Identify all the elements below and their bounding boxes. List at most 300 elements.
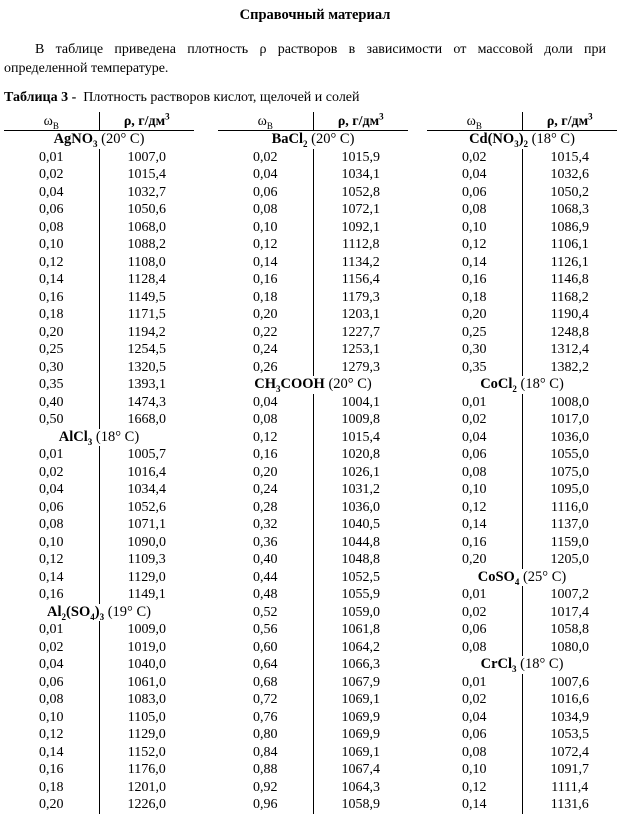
density-cell: 1227,7: [313, 324, 408, 342]
density-cell: 1048,8: [313, 551, 408, 569]
mass-fraction-cell: 0,10: [39, 237, 64, 252]
table-row: [427, 446, 617, 464]
mass-fraction-cell: 0,68: [253, 674, 278, 690]
density-cell: 1156,4: [313, 271, 408, 289]
table-row: [427, 674, 617, 692]
mass-fraction-cell: 0,30: [39, 359, 64, 375]
table-row: [4, 569, 194, 587]
mass-fraction-cell: 0,04: [253, 394, 278, 410]
mass-fraction-cell: 0,24: [253, 342, 278, 357]
table-row: [427, 166, 617, 184]
mass-fraction-cell: 0,06: [462, 622, 487, 637]
section-heading: [4, 131, 194, 149]
table-row: [218, 341, 408, 359]
density-cell: 1129,0: [99, 726, 194, 744]
table-row: [4, 184, 194, 202]
mass-fraction-cell: 0,08: [462, 202, 487, 217]
substance-temperature: (20° C): [328, 376, 372, 392]
section-heading: [218, 131, 408, 149]
formula-subscript: 3: [99, 611, 105, 622]
mass-fraction-cell: 0,76: [253, 709, 278, 725]
table-row: [427, 464, 617, 482]
density-cell: 1036,0: [313, 499, 408, 517]
header-density: ρ, $г/дм^3$: [99, 112, 194, 131]
substance-temperature: (19° C): [107, 603, 151, 620]
table-row: [4, 586, 194, 604]
table-row: [218, 551, 408, 569]
density-cell: 1015,4: [522, 149, 617, 167]
density-table-column-3: [427, 112, 617, 814]
table-row: [218, 691, 408, 709]
mass-fraction-cell: 0,02: [39, 167, 64, 182]
mass-fraction-cell: 0,08: [39, 692, 64, 707]
mass-fraction-cell: 0,12: [462, 779, 487, 795]
density-cell: 1086,9: [522, 219, 617, 237]
mass-fraction-cell: 0,16: [39, 289, 64, 305]
table-row: [427, 639, 617, 657]
mass-fraction-cell: 0,14: [462, 797, 487, 812]
density-cell: 1279,3: [313, 359, 408, 377]
table-row: [4, 709, 194, 727]
table-row: [427, 306, 617, 324]
substance-formula: BaCl$_2$: [271, 131, 308, 149]
table-row: [218, 166, 408, 184]
table-row: [4, 306, 194, 324]
formula-subscript: 3: [512, 663, 517, 674]
mass-fraction-cell: 0,24: [253, 482, 278, 497]
table-row: [4, 394, 194, 412]
table-row: [4, 796, 194, 814]
table-row: [218, 656, 408, 674]
table-row: [4, 219, 194, 237]
mass-fraction-cell: 0,08: [39, 517, 64, 532]
table-row: [218, 534, 408, 552]
table-row: [427, 709, 617, 727]
substance-heading: [427, 376, 617, 394]
mass-fraction-cell: 0,48: [253, 587, 278, 602]
mass-fraction-cell: 0,08: [39, 219, 64, 235]
table-row: [4, 254, 194, 272]
intro-paragraph: В таблице приведена плотность ρ растворов в зависимости от массовой доли при определенной температуре.: [4, 42, 606, 76]
mass-fraction-cell: 0,36: [253, 534, 278, 550]
density-cell: 1112,8: [313, 236, 408, 254]
density-cell: 1036,0: [522, 429, 617, 447]
section-heading: [427, 569, 617, 587]
mass-fraction-cell: 0,64: [253, 657, 278, 672]
mass-fraction-cell: 0,18: [253, 289, 278, 305]
table-row: [4, 201, 194, 219]
mass-fraction-cell: 0,40: [253, 552, 278, 567]
table-row: [4, 236, 194, 254]
density-cell: 1080,0: [522, 639, 617, 657]
density-cell: 1017,4: [522, 604, 617, 622]
density-cell: 1312,4: [522, 341, 617, 359]
substance-heading: [427, 569, 617, 587]
mass-fraction-cell: 0,02: [462, 412, 487, 427]
mass-fraction-cell: 0,06: [39, 674, 64, 690]
table-row: [4, 341, 194, 359]
density-cell: 1075,0: [522, 464, 617, 482]
mass-fraction-cell: 0,04: [39, 657, 64, 672]
substance-temperature: (20° C): [311, 131, 355, 147]
mass-fraction-cell: 0,92: [253, 779, 278, 795]
table-row: [218, 744, 408, 762]
mass-fraction-cell: 0,02: [253, 149, 278, 165]
density-cell: 1105,0: [99, 709, 194, 727]
table-row: [4, 551, 194, 569]
table-header: [427, 112, 617, 131]
density-cell: 1055,9: [313, 586, 408, 604]
formula-subscript: 2: [303, 138, 308, 149]
density-cell: 1091,7: [522, 761, 617, 779]
mass-fraction-cell: 0,32: [253, 517, 278, 532]
substance-temperature: (18° C): [520, 656, 564, 672]
density-cell: 1019,0: [99, 639, 194, 657]
formula-subscript: 3: [93, 138, 98, 149]
mass-fraction-cell: 0,02: [462, 692, 487, 707]
table-row: [218, 586, 408, 604]
table-row: [427, 534, 617, 552]
formula-subscript: 3: [276, 383, 281, 394]
substance-formula: CoSO$_4$: [477, 568, 520, 587]
density-cell: 1015,9: [313, 149, 408, 167]
table-row: [218, 796, 408, 814]
mass-fraction-cell: 0,06: [462, 184, 487, 200]
mass-fraction-cell: 0,10: [39, 534, 64, 550]
table-row: [427, 744, 617, 762]
substance-formula: $Cd(NO_3)_2$: [469, 131, 529, 149]
table-row: [4, 656, 194, 674]
table-row: [427, 796, 617, 814]
density-cell: 1254,5: [99, 341, 194, 359]
table-row: [427, 481, 617, 499]
header-density-sup: 3: [165, 111, 170, 122]
mass-fraction-cell: 0,72: [253, 692, 278, 707]
density-table-column-1: [4, 112, 194, 814]
substance-heading: [4, 604, 194, 622]
table-row: [427, 149, 617, 167]
substance-formula: CoCl$_2$: [480, 376, 517, 394]
page-title: Справочный материал: [239, 7, 391, 23]
mass-fraction-cell: 0,08: [462, 744, 487, 760]
density-cell: 1026,1: [313, 464, 408, 482]
mass-fraction-cell: 0,10: [39, 709, 64, 725]
mass-fraction-cell: 0,16: [253, 447, 278, 462]
mass-fraction-cell: 0,50: [39, 412, 64, 427]
density-cell: 1226,0: [99, 796, 194, 814]
density-cell: 1071,1: [99, 516, 194, 534]
density-cell: 1032,6: [522, 166, 617, 184]
table-row: [4, 674, 194, 692]
mass-fraction-cell: 0,84: [253, 744, 278, 760]
density-cell: 1007,2: [522, 586, 617, 604]
table-row: [218, 184, 408, 202]
substance-heading: [218, 376, 408, 394]
density-cell: 1058,8: [522, 621, 617, 639]
density-cell: 1106,1: [522, 236, 617, 254]
table-row: [218, 709, 408, 727]
mass-fraction-cell: 0,18: [39, 779, 64, 795]
mass-fraction-cell: 0,96: [253, 797, 278, 812]
table-row: [218, 726, 408, 744]
formula-subscript: 2: [512, 383, 517, 394]
density-cell: 1168,2: [522, 289, 617, 307]
table-row: [4, 534, 194, 552]
substance-heading: [427, 131, 617, 149]
mass-fraction-cell: 0,20: [39, 324, 64, 340]
mass-fraction-cell: 0,01: [462, 674, 487, 690]
header-density: ρ, $г/дм^3$: [313, 112, 408, 131]
table-caption-label: Таблица 3 -: [4, 90, 77, 105]
mass-fraction-cell: 0,20: [253, 307, 278, 322]
density-cell: 1052,8: [313, 184, 408, 202]
density-cell: 1069,1: [313, 744, 408, 762]
density-cell: 1009,8: [313, 411, 408, 429]
density-cell: 1015,4: [99, 166, 194, 184]
table-row: [218, 569, 408, 587]
section-heading: [427, 376, 617, 394]
table-row: [218, 429, 408, 447]
table-row: [4, 726, 194, 744]
substance-heading: [427, 656, 617, 674]
mass-fraction-cell: 0,12: [39, 254, 64, 270]
mass-fraction-cell: 0,52: [253, 604, 278, 620]
table-row: [427, 236, 617, 254]
density-cell: 1248,8: [522, 324, 617, 342]
density-cell: 1007,6: [522, 674, 617, 692]
formula-subscript: 4: [90, 611, 95, 622]
mass-fraction-cell: 0,01: [39, 622, 64, 637]
table-row: [427, 691, 617, 709]
table-row: [218, 604, 408, 622]
formula-subscript: 4: [514, 576, 520, 587]
density-cell: 1052,5: [313, 569, 408, 587]
density-table-column-2: [218, 112, 408, 814]
substance-formula: $CH_3COOH$: [254, 376, 325, 394]
density-cell: 1061,8: [313, 621, 408, 639]
density-cell: 1111,4: [522, 779, 617, 797]
density-cell: 1203,1: [313, 306, 408, 324]
density-cell: 1253,1: [313, 341, 408, 359]
header-row: [4, 112, 194, 131]
formula-subscript: 3: [87, 436, 93, 447]
table-row: [218, 201, 408, 219]
header-mass-fraction-sub: В: [475, 120, 482, 131]
table-caption-text: Плотность растворов кислот, щелочей и солей: [83, 90, 360, 105]
table-row: [4, 411, 194, 429]
table-row: [218, 271, 408, 289]
formula-subscript: 3: [514, 138, 519, 149]
mass-fraction-cell: 0,16: [39, 762, 64, 777]
table-row: [218, 516, 408, 534]
density-cell: 1052,6: [99, 499, 194, 517]
mass-fraction-cell: 0,06: [39, 499, 64, 515]
mass-fraction-cell: 0,60: [253, 639, 278, 655]
table-row: [427, 394, 617, 412]
substance-temperature: (18° C): [95, 428, 140, 445]
density-cell: 1067,9: [313, 674, 408, 692]
density-cell: 1201,0: [99, 779, 194, 797]
mass-fraction-cell: 0,14: [39, 272, 64, 287]
mass-fraction-cell: 0,02: [39, 639, 64, 655]
density-cell: 1016,4: [99, 464, 194, 482]
header-mass-fraction: $\omega_В$: [218, 112, 313, 131]
header-mass-fraction-sub: В: [52, 120, 59, 131]
table-row: [218, 236, 408, 254]
density-cell: 1040,0: [99, 656, 194, 674]
mass-fraction-cell: 0,12: [462, 237, 487, 252]
table-row: [427, 201, 617, 219]
mass-fraction-cell: 0,10: [462, 219, 487, 235]
substance-temperature: (20° C): [101, 131, 145, 147]
mass-fraction-cell: 0,14: [253, 254, 278, 270]
mass-fraction-cell: 0,16: [462, 534, 487, 550]
mass-fraction-cell: 0,88: [253, 762, 278, 777]
mass-fraction-cell: 0,35: [462, 359, 487, 375]
mass-fraction-cell: 0,16: [253, 272, 278, 287]
density-cell: 1108,0: [99, 254, 194, 272]
substance-heading: [4, 429, 194, 447]
formula-subscript: 2: [523, 138, 529, 149]
mass-fraction-cell: 0,12: [39, 727, 64, 742]
table-row: [4, 516, 194, 534]
density-cell: 1126,1: [522, 254, 617, 272]
density-cell: 1320,5: [99, 359, 194, 377]
density-cell: 1088,2: [99, 236, 194, 254]
header-mass-fraction-sub: В: [266, 120, 273, 131]
density-cell: 1393,1: [99, 376, 194, 394]
table-row: [427, 359, 617, 377]
density-cell: 1069,9: [313, 726, 408, 744]
table-row: [427, 324, 617, 342]
table-row: [218, 359, 408, 377]
mass-fraction-cell: 0,44: [253, 569, 278, 585]
mass-fraction-cell: 0,02: [39, 464, 64, 480]
table-row: [218, 394, 408, 412]
table-row: [4, 761, 194, 779]
density-cell: 1032,7: [99, 184, 194, 202]
density-cell: 1205,0: [522, 551, 617, 569]
table-row: [427, 551, 617, 569]
density-cell: 1474,3: [99, 394, 194, 412]
table-row: [427, 254, 617, 272]
table-row: [4, 271, 194, 289]
density-cell: 1016,6: [522, 691, 617, 709]
density-cell: 1109,3: [99, 551, 194, 569]
density-cell: 1009,0: [99, 621, 194, 639]
table-row: [218, 639, 408, 657]
density-cell: 1034,9: [522, 709, 617, 727]
table-row: [427, 516, 617, 534]
density-cell: 1129,0: [99, 569, 194, 587]
mass-fraction-cell: 0,18: [39, 307, 64, 322]
section-heading: [218, 376, 408, 394]
table-row: [427, 604, 617, 622]
table-row: [427, 219, 617, 237]
mass-fraction-cell: 0,06: [462, 727, 487, 742]
density-cell: 1092,1: [313, 219, 408, 237]
density-cell: 1194,2: [99, 324, 194, 342]
density-cell: 1005,7: [99, 446, 194, 464]
table-row: [4, 621, 194, 639]
section-heading: [4, 604, 194, 622]
substance-temperature: (18° C): [531, 131, 575, 147]
table-row: [218, 149, 408, 167]
density-cell: 1058,9: [313, 796, 408, 814]
header-density-sup: 3: [379, 111, 384, 122]
density-cell: 1067,4: [313, 761, 408, 779]
substance-formula: AgNO$_3$: [53, 131, 98, 149]
density-cell: 1034,4: [99, 481, 194, 499]
section-heading: [427, 656, 617, 674]
mass-fraction-cell: 0,02: [462, 149, 487, 165]
density-cell: 1031,2: [313, 481, 408, 499]
mass-fraction-cell: 0,02: [462, 604, 487, 620]
table-row: [218, 446, 408, 464]
mass-fraction-cell: 0,08: [462, 639, 487, 655]
table-row: [427, 411, 617, 429]
substance-heading: [218, 131, 408, 149]
table-header: [4, 112, 194, 131]
mass-fraction-cell: 0,22: [253, 324, 278, 340]
mass-fraction-cell: 0,30: [462, 342, 487, 357]
table-row: [4, 464, 194, 482]
mass-fraction-cell: 0,10: [253, 219, 278, 235]
mass-fraction-cell: 0,20: [462, 307, 487, 322]
density-cell: 1152,0: [99, 744, 194, 762]
table-row: [218, 674, 408, 692]
density-cell: 1044,8: [313, 534, 408, 552]
density-cell: 1179,3: [313, 289, 408, 307]
mass-fraction-cell: 0,16: [39, 587, 64, 602]
table-row: [427, 586, 617, 604]
substance-formula: CrCl$_3$: [480, 656, 517, 674]
mass-fraction-cell: 0,06: [39, 202, 64, 217]
section-heading: [427, 131, 617, 149]
mass-fraction-cell: 0,04: [462, 709, 487, 725]
mass-fraction-cell: 0,08: [253, 412, 278, 427]
table-row: [218, 481, 408, 499]
density-cell: 1050,2: [522, 184, 617, 202]
table-row: [218, 761, 408, 779]
density-cell: 1149,1: [99, 586, 194, 604]
density-cell: 1072,4: [522, 744, 617, 762]
mass-fraction-cell: 0,18: [462, 289, 487, 305]
mass-fraction-cell: 0,25: [39, 342, 64, 357]
table-row: [4, 289, 194, 307]
density-cell: 1059,0: [313, 604, 408, 622]
table-row: [427, 341, 617, 359]
density-cell: 1116,0: [522, 499, 617, 517]
substance-formula: $Al_2(SO_4)_3$: [47, 603, 105, 622]
mass-fraction-cell: 0,10: [462, 482, 487, 497]
density-cell: 1131,6: [522, 796, 617, 814]
mass-fraction-cell: 0,08: [253, 202, 278, 217]
density-cell: 1134,2: [313, 254, 408, 272]
table-row: [4, 149, 194, 167]
table-row: [4, 499, 194, 517]
density-cell: 1004,1: [313, 394, 408, 412]
density-cell: 1015,4: [313, 429, 408, 447]
density-cell: 1007,0: [99, 149, 194, 167]
mass-fraction-cell: 0,25: [462, 324, 487, 340]
mass-fraction-cell: 0,28: [253, 499, 278, 515]
mass-fraction-cell: 0,56: [253, 622, 278, 637]
density-cell: 1159,0: [522, 534, 617, 552]
density-cell: 1069,9: [313, 709, 408, 727]
table-row: [427, 761, 617, 779]
mass-fraction-cell: 0,26: [253, 359, 278, 375]
